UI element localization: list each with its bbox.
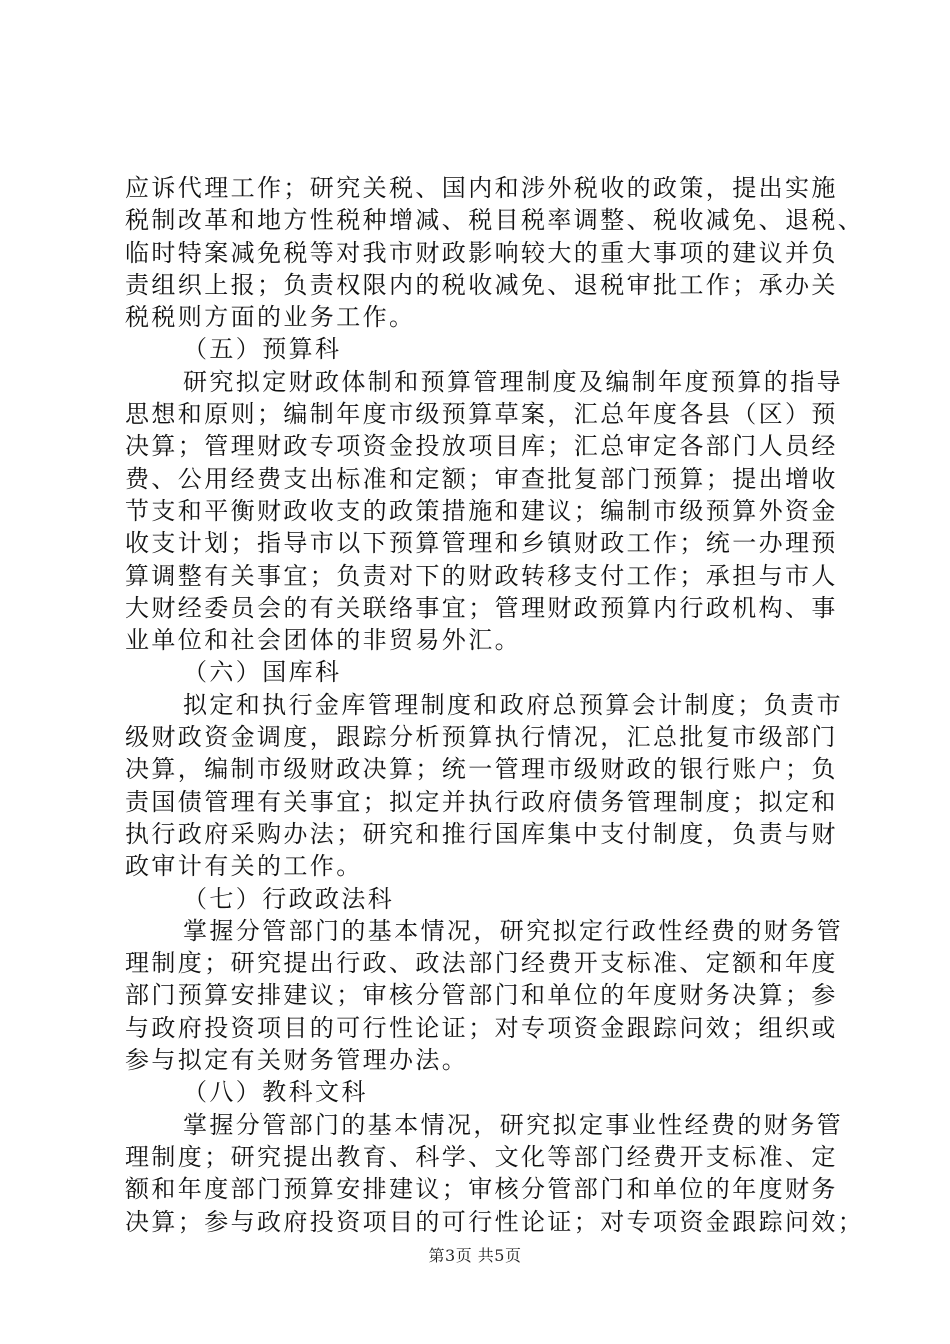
text-line: 与政府投资项目的可行性论证；对专项资金跟踪问效；组织或: [125, 1013, 838, 1042]
text-line: 级财政资金调度，跟踪分析预算执行情况，汇总批复市级部门: [125, 723, 838, 752]
text-line: 掌握分管部门的基本情况，研究拟定事业性经费的财务管: [183, 1110, 843, 1139]
text-line: 收支计划；指导市以下预算管理和乡镇财政工作；统一办理预: [125, 529, 838, 558]
text-line: 责组织上报；负责权限内的税收减免、退税审批工作；承办关: [125, 270, 838, 299]
text-line: 税制改革和地方性税种增减、税目税率调整、税收减免、退税、: [125, 206, 865, 235]
text-line: 决算；参与政府投资项目的可行性论证；对专项资金跟踪问效；: [125, 1207, 865, 1236]
text-line: 执行政府采购办法；研究和推行国库集中支付制度，负责与财: [125, 819, 838, 848]
document-body: [125, 172, 865, 1238]
section-heading: （七）行政政法科: [183, 884, 395, 913]
text-line: 部门预算安排建议；审核分管部门和单位的年度财务决算；参: [125, 981, 838, 1010]
section-heading: （八）教科文科: [183, 1078, 368, 1107]
text-line: 临时特案减免税等对我市财政影响较大的重大事项的建议并负: [125, 238, 838, 267]
text-line: 税税则方面的业务工作。: [125, 303, 416, 332]
text-line: 决算，编制市级财政决算；统一管理市级财政的银行账户；负: [125, 755, 838, 784]
text-line: 费、公用经费支出标准和定额；审查批复部门预算；提出增收: [125, 464, 838, 493]
text-line: 大财经委员会的有关联络事宜；管理财政预算内行政机构、事: [125, 593, 838, 622]
text-line: 责国债管理有关事宜；拟定并执行政府债务管理制度；拟定和: [125, 787, 838, 816]
text-line: 应诉代理工作；研究关税、国内和涉外税收的政策，提出实施: [125, 174, 838, 202]
text-line: 理制度；研究提出教育、科学、文化等部门经费开支标准、定: [125, 1142, 838, 1171]
text-line: 拟定和执行金库管理制度和政府总预算会计制度；负责市: [183, 690, 843, 719]
text-line: 研究拟定财政体制和预算管理制度及编制年度预算的指导: [183, 367, 843, 396]
section-heading: （五）预算科: [183, 335, 342, 364]
section-heading: （六）国库科: [183, 658, 342, 687]
text-line: 思想和原则；编制年度市级预算草案，汇总年度各县（区）预: [125, 400, 838, 429]
text-line: 决算；管理财政专项资金投放项目库；汇总审定各部门人员经: [125, 432, 838, 461]
text-line: 业单位和社会团体的非贸易外汇。: [125, 626, 521, 655]
page-footer: 第3页 共5页: [428, 1246, 522, 1265]
text-line: 政审计有关的工作。: [125, 852, 363, 881]
text-line: 算调整有关事宜；负责对下的财政转移支付工作；承担与市人: [125, 561, 838, 590]
text-line: 节支和平衡财政收支的政策措施和建议；编制市级预算外资金: [125, 496, 838, 525]
text-line: 理制度；研究提出行政、政法部门经费开支标准、定额和年度: [125, 949, 838, 978]
text-line: 额和年度部门预算安排建议；审核分管部门和单位的年度财务: [125, 1175, 838, 1204]
text-line: 参与拟定有关财务管理办法。: [125, 1046, 469, 1075]
text-line: 掌握分管部门的基本情况，研究拟定行政性经费的财务管: [183, 916, 843, 945]
